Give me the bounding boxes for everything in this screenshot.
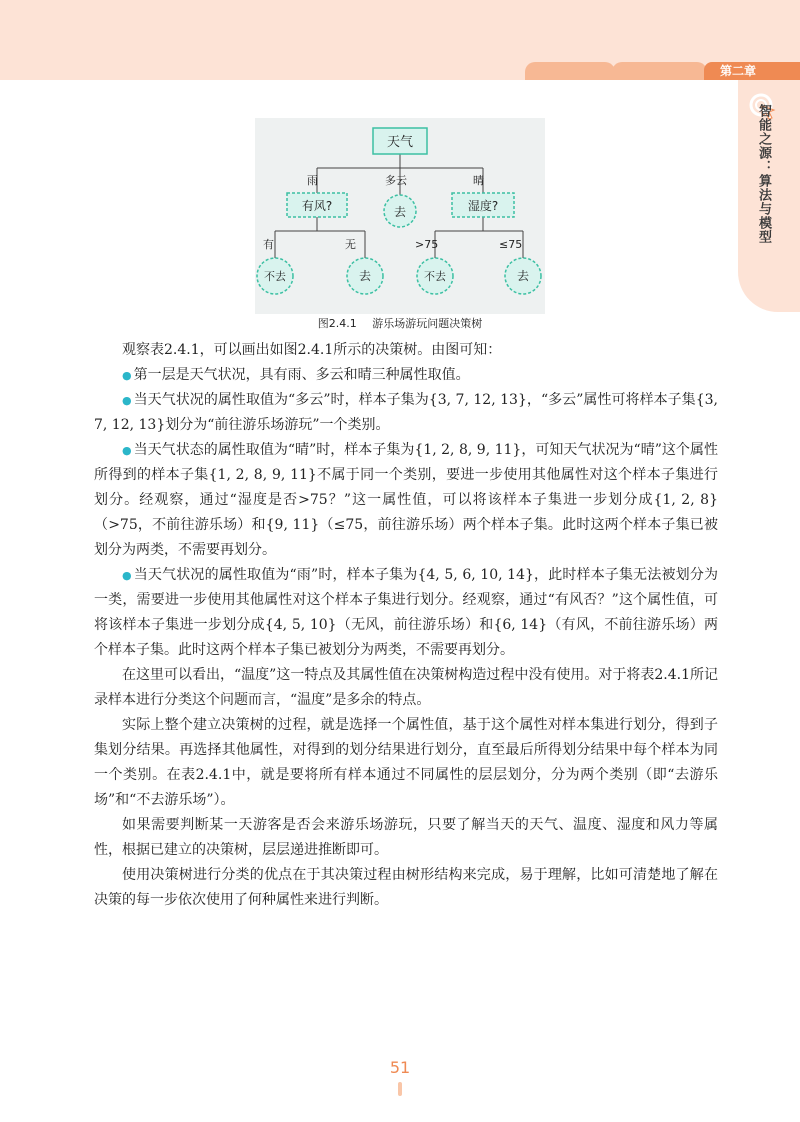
tree-leaf-hum-gt-label: 不去 — [424, 270, 446, 283]
decision-tree-svg — [255, 118, 545, 314]
bullet-dot-icon: ● — [122, 569, 132, 582]
branch-label-windy-yes: 有 — [263, 238, 274, 251]
decision-tree-figure — [255, 118, 545, 314]
branch-label-hum-gt: >75 — [415, 238, 439, 251]
paragraph — [94, 663, 718, 713]
paragraph-text: 在这里可以看出，“温度”这一特点及其属性值在决策树构造过程中没有使用。对于将表2.4.1所记录样本进行分类这个问题而言，“温度”是多余的特点。 — [94, 667, 718, 708]
paragraph — [94, 863, 718, 913]
paragraph — [94, 813, 718, 863]
paragraph-text: 实际上整个建立决策树的过程，就是选择一个属性值，基于这个属性对样本集进行划分，得到子集划分结果。再选择其他属性，对得到的划分结果进行划分，直至最后所得划分结果中每个样本为同一个类别。在表2.4.1中，就是要将所有样本通过不同属性的层层划分，分为两个类别（即“去游乐场”和“不去游乐场”）。 — [94, 717, 718, 808]
tree-leaf-hum-le-label: 去 — [516, 269, 530, 283]
tree-leaf-windy-yes-label: 不去 — [264, 270, 286, 283]
branch-label-windy-no: 无 — [345, 238, 356, 251]
bullet-paragraph — [94, 563, 718, 663]
body-text — [94, 338, 718, 913]
bullet-paragraph — [94, 363, 718, 388]
paragraph-text: 第一层是天气状况，具有雨、多云和晴三种属性取值。 — [133, 367, 470, 383]
header-tab-decor — [525, 62, 615, 80]
bullet-paragraph — [94, 388, 718, 438]
bullet-dot-icon: ● — [122, 369, 132, 382]
paragraph — [94, 338, 718, 363]
paragraph-text: 使用决策树进行分类的优点在于其决策过程由树形结构来完成，易于理解，比如可清楚地了解在决策的每一步依次使用了何种属性来进行判断。 — [94, 867, 718, 908]
page-marker — [398, 1082, 402, 1096]
branch-label-cloudy: 多云 — [385, 174, 407, 187]
figure-caption-text: 游乐场游玩问题决策树 — [372, 317, 483, 330]
paragraph — [94, 713, 718, 813]
paragraph-text: 当天气状态的属性取值为“晴”时，样本子集为{1, 2, 8, 9, 11}，可知天气状况为“晴”这个属性所得到的样本子集{1, 2, 8, 9, 11}不属于同一个类别，要进一步使用其他属性对这个样本子集进行划分。经观察，通过“湿度是否>75？”这一属性值，可以将该样本子集进一步划分成{1, 2, 8}（>75，不前往游乐场）和{9, 11}（≤75，前往游乐场）两个样本子集。此时这两个样本子集已被划分为两类，不需要再划分。 — [94, 442, 718, 558]
chapter-label: 第二章 — [704, 62, 800, 80]
bullet-paragraph — [94, 438, 718, 563]
branch-label-rain: 雨 — [307, 174, 318, 187]
page-number: 51 — [389, 1058, 411, 1077]
paragraph-text: 当天气状况的属性取值为“多云”时，样本子集为{3, 7, 12, 13}，“多云”属性可将样本子集{3, 7, 12, 13}划分为“前往游乐场游玩”一个类别。 — [94, 392, 718, 433]
header-tab-decor — [612, 62, 707, 80]
paragraph-text: 观察表2.4.1，可以画出如图2.4.1所示的决策树。由图可知： — [122, 342, 502, 358]
branch-label-hum-le: ≤75 — [499, 238, 523, 251]
tree-node-windy-label: 有风? — [301, 199, 333, 213]
branch-label-sunny: 晴 — [473, 174, 484, 187]
side-title: 智能之源：算法与模型 — [756, 104, 771, 244]
bullet-dot-icon: ● — [122, 444, 132, 457]
tree-leaf-cloudy-label: 去 — [393, 205, 407, 219]
figure-caption-number: 图2.4.1 — [317, 317, 357, 330]
tree-node-root-label: 天气 — [386, 135, 414, 150]
paragraph-text: 当天气状况的属性取值为“雨”时，样本子集为{4, 5, 6, 10, 14}，此时样本子集无法被划分为一类，需要进一步使用其他属性对这个样本子集进行划分。经观察，通过“有风否？”这个属性值，可将该样本子集进一步划分成{4, 5, 10}（无风，前往游乐场）和{6, 14}（有风，不前往游乐场）两个样本子集。此时这两个样本子集已被划分为两类，不需要再划分。 — [94, 567, 718, 658]
paragraph-text: 如果需要判断某一天游客是否会来游乐场游玩，只要了解当天的天气、温度、湿度和风力等属性，根据已建立的决策树，层层递进推断即可。 — [94, 817, 718, 858]
bullet-dot-icon: ● — [122, 394, 132, 407]
figure-caption — [0, 315, 800, 331]
tree-leaf-windy-no-label: 去 — [358, 269, 372, 283]
tree-node-humidity-label: 湿度? — [467, 199, 499, 213]
